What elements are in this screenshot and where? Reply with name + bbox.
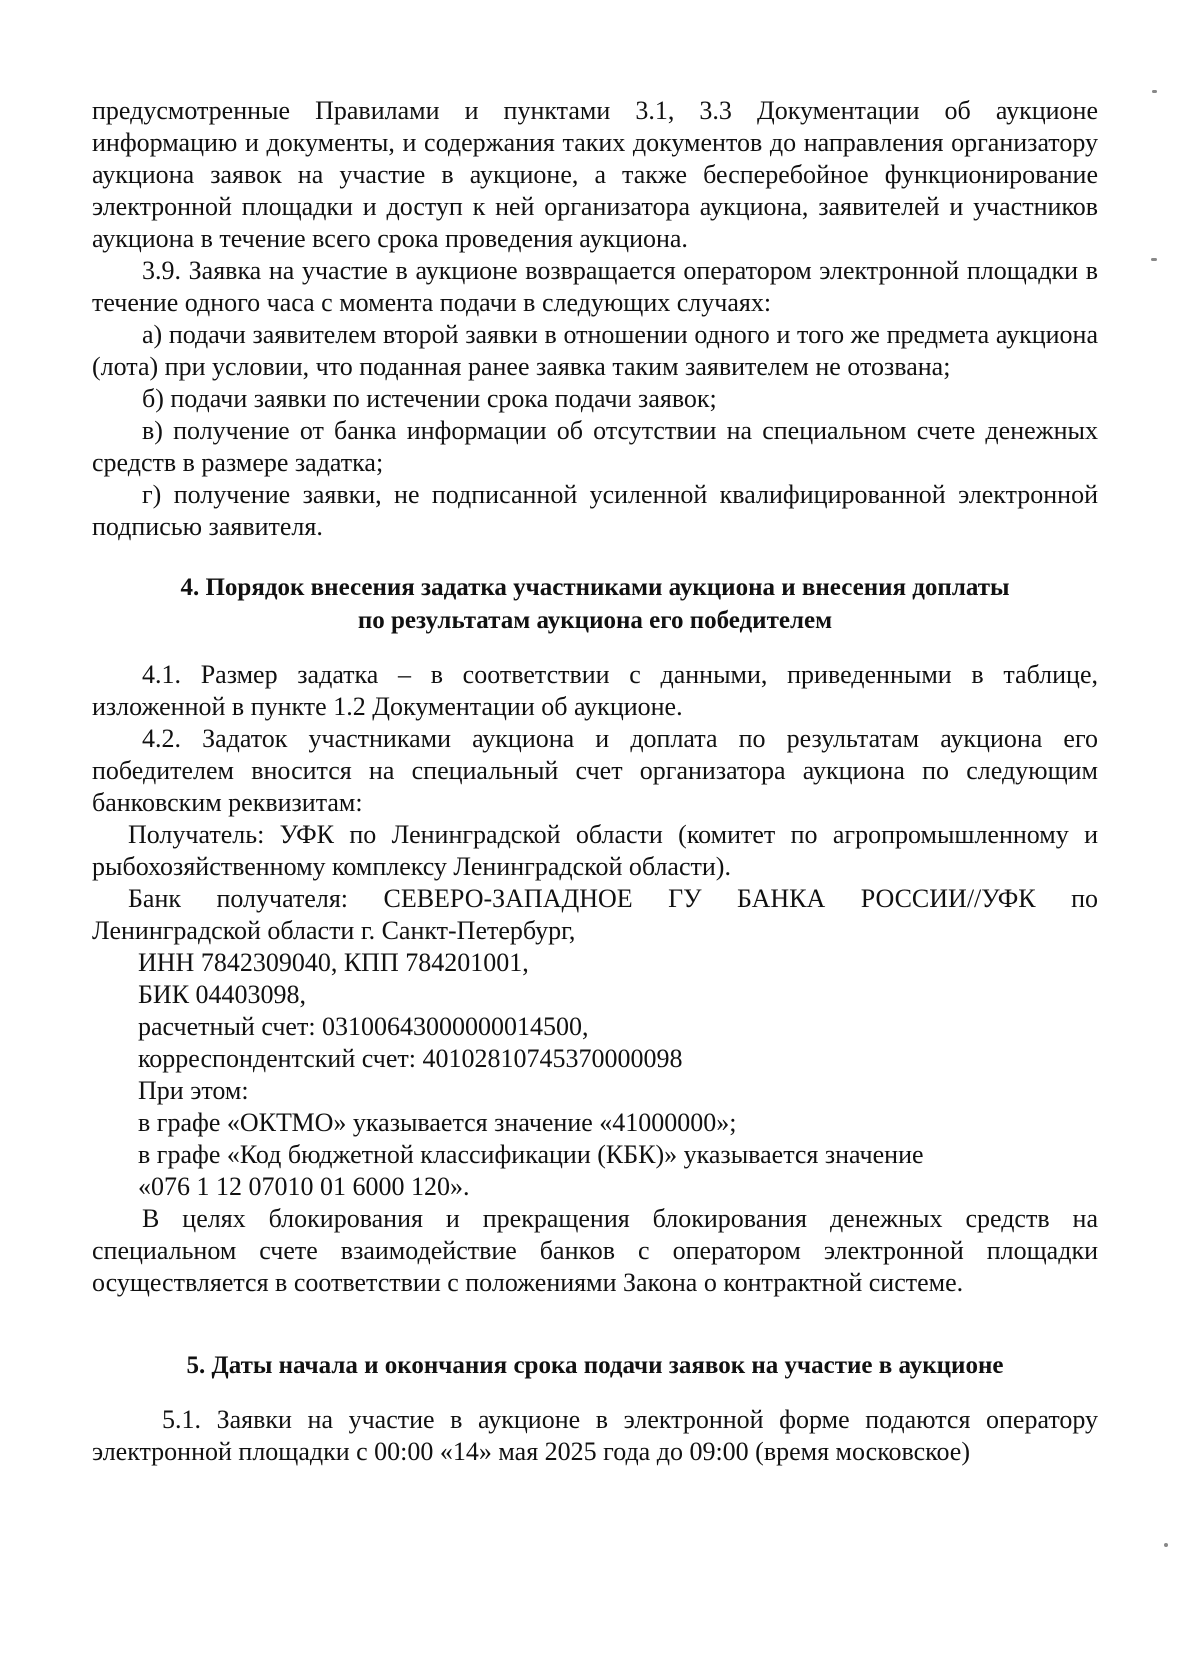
clause-3-9: 3.9. Заявка на участие в аукционе возвращается оператором электронной площадки в течение одного часа с момента подачи в следующих случаях:	[92, 256, 1098, 317]
list-item-v: в) получение от банка информации об отсутствии на специальном счете денежных средств в размере задатка;	[92, 416, 1098, 477]
section-4-heading-line2: по результатам аукциона его победителем	[357, 607, 833, 634]
recipient-bank	[92, 883, 1098, 947]
paragraph-continuation: предусмотренные Правилами и пунктами 3.1, 3.3 Документации об аукционе информацию и документы, и содержания таких документов до направления организатору аукциона заявок на участие в аукционе, а также бесперебойное функционирование электронной площадки и доступ к ней организатора аукциона, заявителей и участников аукциона в течение всего срока проведения аукциона.	[92, 96, 1098, 253]
inn-kpp: ИНН 7842309040, КПП 784201001,	[138, 948, 529, 977]
recipient	[92, 819, 1098, 883]
clause-4-1: 4.1. Размер задатка – в соответствии с данными, приведенными в таблице, изложенной в пункте 1.2 Документации об аукционе.	[92, 660, 1098, 721]
kbk-value: «076 1 12 07010 01 6000 120».	[138, 1172, 470, 1201]
settlement-account: расчетный счет: 03100643000000014500,	[138, 1012, 589, 1041]
list-item-g: г) получение заявки, не подписанной усиленной квалифицированной электронной подписью заявителя.	[92, 480, 1098, 541]
scan-speck	[1152, 90, 1157, 93]
recipient-text: Получатель: УФК по Ленинградской области (комитет по агропромышленному и рыбохозяйственному комплексу Ленинградской области).	[92, 820, 1098, 881]
clause-4-2: 4.2. Задаток участниками аукциона и доплата по результатам аукциона его победителем вносится на специальный счет организатора аукциона по следующим банковским реквизитам:	[92, 724, 1098, 817]
oktmo-line: в графе «ОКТМО» указывается значение «41000000»;	[138, 1108, 737, 1137]
clause-5-1: 5.1. Заявки на участие в аукционе в электронной форме подаются оператору электронной площадки с 00:00 «14» мая 2025 года до 09:00 (время московское)	[92, 1405, 1098, 1466]
kbk-line: в графе «Код бюджетной классификации (КБК)» указывается значение	[138, 1140, 924, 1169]
note-label: При этом:	[138, 1076, 249, 1105]
blocking-paragraph: В целях блокирования и прекращения блокирования денежных средств на специальном счете взаимодействие банков с оператором электронной площадки осуществляется в соответствии с положениями Закона о контрактной системе.	[92, 1204, 1098, 1297]
scan-speck	[1151, 258, 1157, 261]
section-4-heading-line1: 4. Порядок внесения задатка участниками аукциона и внесения доплаты	[180, 574, 1010, 601]
recipient-bank-text: Банк получателя: СЕВЕРО-ЗАПАДНОЕ ГУ БАНКА РОССИИ//УФК по Ленинградской области г. Санкт-Петербург,	[92, 884, 1098, 945]
bik: БИК 04403098,	[138, 980, 307, 1009]
list-item-b: б) подачи заявки по истечении срока подачи заявок;	[142, 384, 717, 413]
document-page	[92, 95, 1098, 1468]
section-5-heading: 5. Даты начала и окончания срока подачи заявок на участие в аукционе	[186, 1352, 1004, 1379]
correspondent-account: корреспондентский счет: 40102810745370000098	[138, 1044, 683, 1073]
scan-speck	[1164, 1543, 1168, 1547]
list-item-a: а) подачи заявителем второй заявки в отношении одного и того же предмета аукциона (лота) при условии, что поданная ранее заявка таким заявителем не отозвана;	[92, 320, 1098, 381]
section-4-heading	[92, 571, 1098, 637]
